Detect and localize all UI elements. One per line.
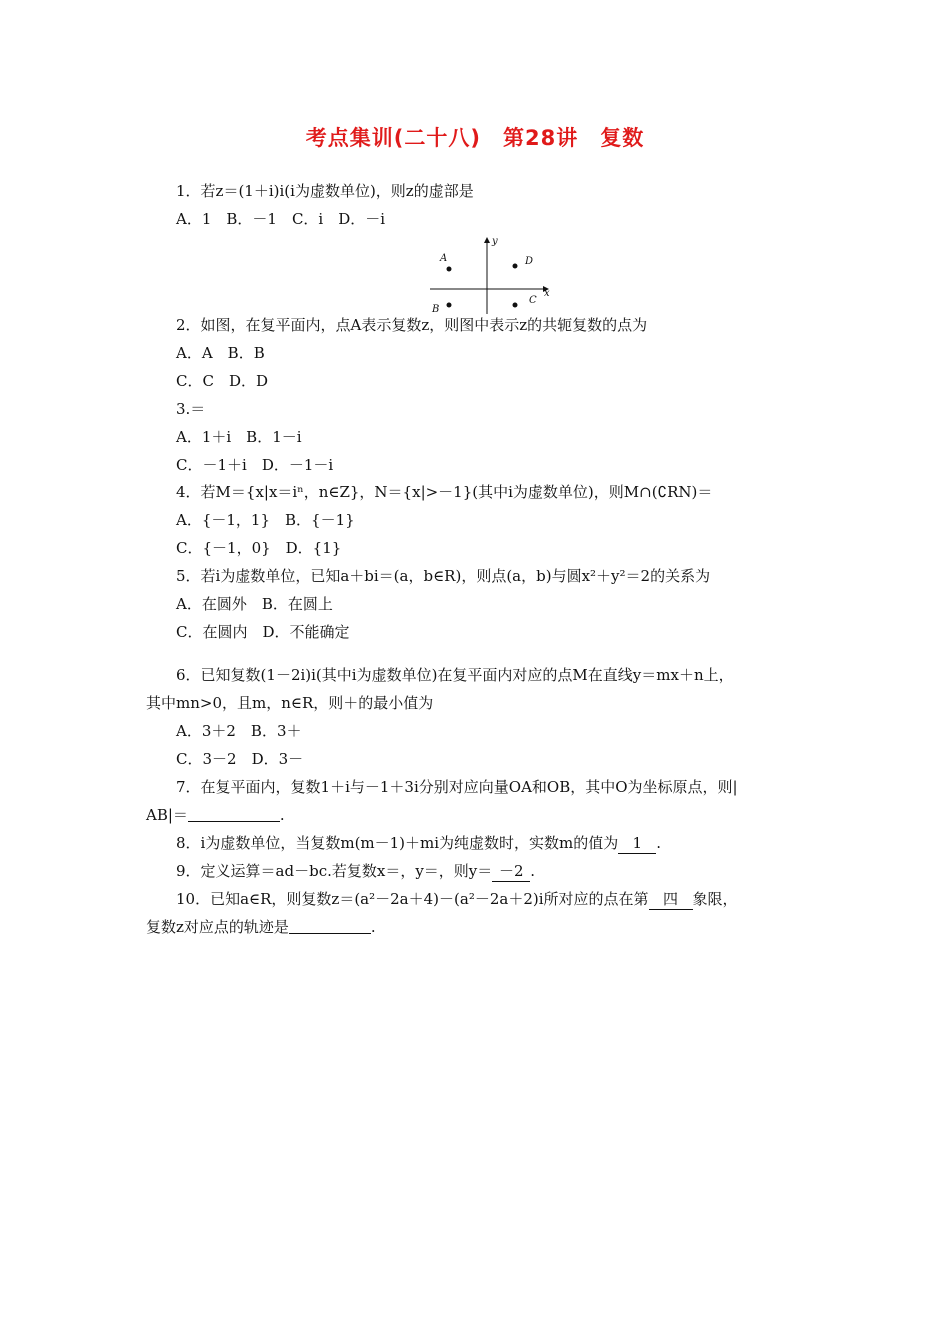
point-a-label: A xyxy=(440,253,448,264)
point-b-label: B xyxy=(432,304,440,315)
q7-stem-1: 7．在复平面内，复数1＋i与－1＋3i分别对应向量OA和OB，其中O为坐标原点，则| xyxy=(176,778,738,796)
q5-options-2: C．在圆内 D．不能确定 xyxy=(176,623,350,641)
q6-options-1: A．3＋2 B．3＋ xyxy=(176,722,302,740)
q4-stem: 4．若M＝{x|x＝iⁿ，n∈Z}，N＝{x|>－1}(其中i为虚数单位)，则M∩(∁RN)＝ xyxy=(176,483,713,501)
q6-options-2: C．3－2 D．3－ xyxy=(176,750,304,768)
q10-stem-1 xyxy=(176,889,738,910)
q10-answer-blank[interactable] xyxy=(289,918,371,934)
complex-plane-figure xyxy=(428,234,558,320)
q7-stem-2-pre: AB|＝ xyxy=(146,806,188,824)
q10-answer: 四 xyxy=(649,889,693,910)
q10-stem-2 xyxy=(146,917,376,937)
q5-stem: 5．若i为虚数单位，已知a＋bi＝(a，b∈R)，则点(a，b)与圆x²＋y²＝2的关系为 xyxy=(176,567,711,585)
q1-options: A．1 B．－1 C．i D．－i xyxy=(176,210,386,228)
q3-stem: 3.＝ xyxy=(176,400,206,418)
q5-options-1: A．在圆外 B．在圆上 xyxy=(176,595,333,613)
x-axis-label: x xyxy=(544,288,550,299)
q8-stem xyxy=(176,833,661,854)
y-axis-label: y xyxy=(492,236,498,247)
q6-stem-1: 6．已知复数(1－2i)i(其中i为虚数单位)在复平面内对应的点M在直线y＝mx＋n上， xyxy=(176,666,734,684)
q7-stem-2 xyxy=(146,805,285,825)
point-b xyxy=(447,303,452,308)
q9-answer: －2 xyxy=(492,861,530,882)
q2-stem: 2．如图，在复平面内，点A表示复数z，则图中表示z的共轭复数的点为 xyxy=(176,316,648,334)
point-d-label: D xyxy=(525,256,534,267)
point-a xyxy=(447,267,452,272)
point-c xyxy=(513,303,518,308)
point-d xyxy=(513,264,518,269)
q10-post: 象限， xyxy=(692,890,738,908)
q6-stem-2: 其中mn>0，且m，n∈R，则＋的最小值为 xyxy=(146,694,434,712)
q10-stem-2-post: . xyxy=(370,918,376,936)
q2-options-1: A．A B．B xyxy=(176,344,265,362)
q10-pre: 10．已知a∈R，则复数z＝(a²－2a＋4)－(a²－2a＋2)i所对应的点在第 xyxy=(176,890,649,908)
page-title: 考点集训(二十八) 第28讲 复数 xyxy=(305,126,645,150)
q4-options-1: A．{－1，1} B．{－1} xyxy=(176,511,355,529)
q8-answer: 1 xyxy=(618,833,656,854)
q7-stem-2-post: . xyxy=(279,806,285,824)
q7-answer-blank[interactable] xyxy=(188,806,280,822)
q1-stem: 1．若z＝(1＋i)i(i为虚数单位)，则z的虚部是 xyxy=(176,182,474,200)
q3-options-1: A．1＋i B．1－i xyxy=(176,428,302,446)
q8-pre: 8．i为虚数单位，当复数m(m－1)＋mi为纯虚数时，实数m的值为 xyxy=(176,834,619,852)
q10-stem-2-pre: 复数z对应点的轨迹是 xyxy=(146,918,289,936)
q3-options-2: C．－1＋i D．－1－i xyxy=(176,456,334,474)
q9-pre: 9．定义运算＝ad－bc.若复数x＝，y＝，则y＝ xyxy=(176,862,493,880)
q2-options-2: C．C D．D xyxy=(176,372,269,390)
q8-post: . xyxy=(656,834,662,852)
q9-stem xyxy=(176,861,535,882)
q9-post: . xyxy=(530,862,536,880)
q4-options-2: C．{－1，0} D．{1} xyxy=(176,539,342,557)
point-c-label: C xyxy=(529,295,537,306)
